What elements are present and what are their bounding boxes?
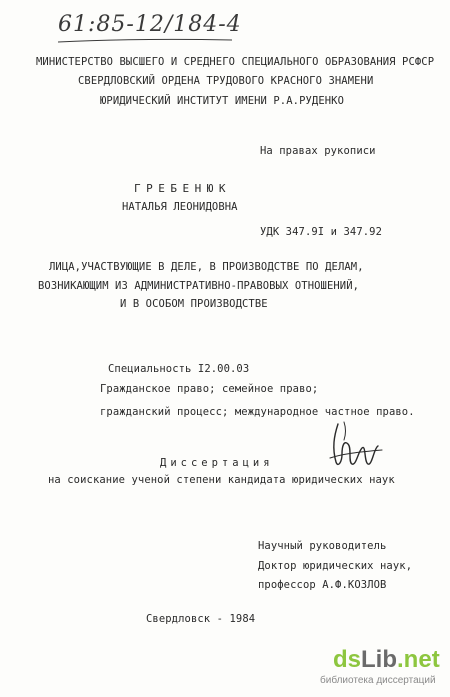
logo-ds: ds <box>333 646 362 673</box>
supervisor-degree: Доктор юридических наук, <box>258 560 413 572</box>
author-surname: ГРЕБЕНЮК <box>134 182 231 195</box>
supervisor-name: профессор А.Ф.КОЗЛОВ <box>258 579 387 591</box>
dslib-logo <box>333 648 440 672</box>
title-line-3: И В ОСОБОМ ПРОИЗВОДСТВЕ <box>120 298 268 310</box>
specialty-line-2: Гражданское право; семейное право; <box>100 383 319 395</box>
work-type-purpose: на соискание ученой степени кандидата юридических наук <box>48 474 395 486</box>
signature <box>324 418 388 476</box>
specialty-code: Специальность I2.00.03 <box>108 363 250 375</box>
title-line-1: ЛИЦА,УЧАСТВУЮЩИЕ В ДЕЛЕ, В ПРОИЗВОДСТВЕ ПО ДЕЛАМ, <box>49 261 364 273</box>
manuscript-note: На правах рукописи <box>260 145 376 157</box>
handwritten-code: 61:85-12/184-4 <box>58 12 242 37</box>
author-given-names: НАТАЛЬЯ ЛЕОНИДОВНА <box>122 201 238 213</box>
supervisor-title: Научный руководитель <box>258 540 387 552</box>
title-line-2: ВОЗНИКАЮЩИМ ИЗ АДМИНИСТРАТИВНО-ПРАВОВЫХ ОТНОШЕНИЙ, <box>38 280 360 292</box>
logo-lib: Lib <box>361 646 398 673</box>
header-institute: СВЕРДЛОВСКИЙ ОРДЕНА ТРУДОВОГО КРАСНОГО ЗНАМЕНИ <box>78 75 374 87</box>
udk-code: УДК 347.9I и 347.92 <box>260 226 383 238</box>
logo-net: .net <box>397 646 440 673</box>
work-type-label: Диссертация <box>160 457 274 469</box>
specialty-line-3: гражданский процесс; международное частное право. <box>100 406 415 418</box>
dslib-subtitle: библиотека диссертаций <box>320 675 436 686</box>
header-ministry: МИНИСТЕРСТВО ВЫСШЕГО И СРЕДНЕГО СПЕЦИАЛЬНОГО ОБРАЗОВАНИЯ РСФСР <box>36 56 435 68</box>
place-year: Свердловск - 1984 <box>146 613 256 625</box>
header-institute-name: ЮРИДИЧЕСКИЙ ИНСТИТУТ ИМЕНИ Р.А.РУДЕНКО <box>100 95 345 107</box>
